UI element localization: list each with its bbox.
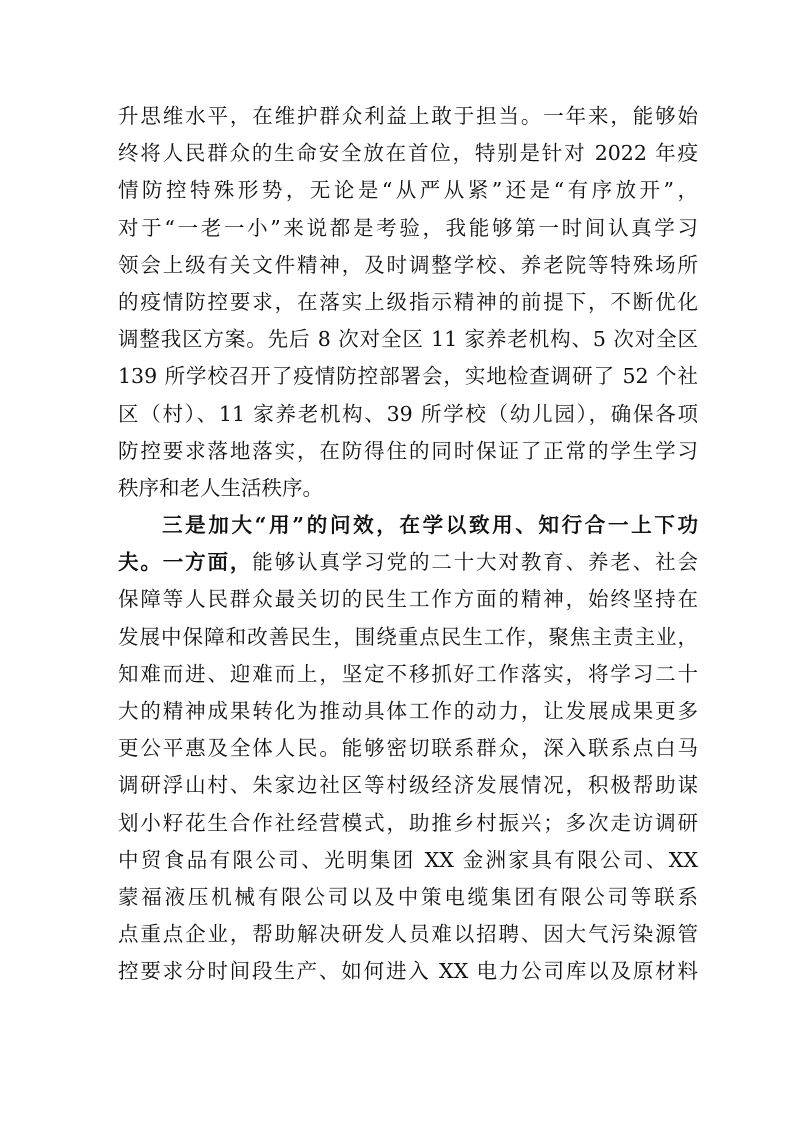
paragraph-1 <box>118 98 698 507</box>
text-line: 139 所学校召开了疫情防控部署会，实地检查调研了 52 个社 <box>118 364 698 389</box>
text-line: 的疫情防控要求，在落实上级指示精神的前提下，不断优化 <box>118 289 698 314</box>
text-line: 防控要求落地落实，在防得住的同时保证了正常的学生学习 <box>118 438 698 463</box>
text-line: 领会上级有关文件精神，及时调整学校、养老院等特殊场所 <box>118 252 698 277</box>
text-line: 升思维水平，在维护群众利益上敢于担当。一年来，能够始 <box>118 104 698 128</box>
text-line: 情防控特殊形势，无论是“从严从紧”还是“有序放开”， <box>118 178 698 203</box>
text-line: 区（村）、11 家养老机构、39 所学校（幼儿园），确保各项 <box>118 401 698 426</box>
text-line: 终将人民群众的生命安全放在首位，特别是针对 2022 年疫 <box>118 141 698 166</box>
text-line: 大的精神成果转化为推动具体工作的动力，让发展成果更多 <box>118 699 698 723</box>
section-heading: 三是加大“用”的问效，在学以致用、知行合一上下功 <box>162 513 698 538</box>
text-line: 知难而进、迎难而上，坚定不移抓好工作落实，将学习二十 <box>118 661 698 686</box>
text-line: 调研浮山村、朱家边社区等村级经济发展情况，积极帮助谋 <box>118 773 698 798</box>
heading-continuation: 能够认真学习党的二十大对教育、养老、社会 <box>252 550 699 575</box>
text-line: 更公平惠及全体人民。能够密切联系群众，深入联系点白马 <box>118 736 698 761</box>
paragraph-2 <box>118 507 698 990</box>
heading-lead: 夫。一方面， <box>118 550 253 575</box>
document-body <box>118 98 698 991</box>
text-line: 秩序和老人生活秩序。 <box>118 475 323 500</box>
text-line <box>118 544 698 581</box>
text-line: 点重点企业，帮助解决研发人员难以招聘、因大气污染源管 <box>118 922 698 947</box>
text-line: 对于“一老一小”来说都是考验，我能够第一时间认真学习 <box>118 215 698 240</box>
text-line: 控要求分时间段生产、如何进入 XX 电力公司库以及原材料 <box>118 959 698 984</box>
text-line: 划小籽花生合作社经营模式，助推乡村振兴；多次走访调研 <box>118 810 698 835</box>
text-line: 保障等人民群众最关切的民生工作方面的精神，始终坚持在 <box>118 587 698 612</box>
text-line: 中贸食品有限公司、光明集团 XX 金洲家具有限公司、XX <box>118 847 698 872</box>
text-line: 蒙福液压机械有限公司以及中策电缆集团有限公司等联系 <box>118 884 698 909</box>
text-line: 发展中保障和改善民生，围绕重点民生工作，聚焦主责主业， <box>118 624 698 649</box>
text-line: 调整我区方案。先后 8 次对全区 11 家养老机构、5 次对全区 <box>118 327 698 352</box>
